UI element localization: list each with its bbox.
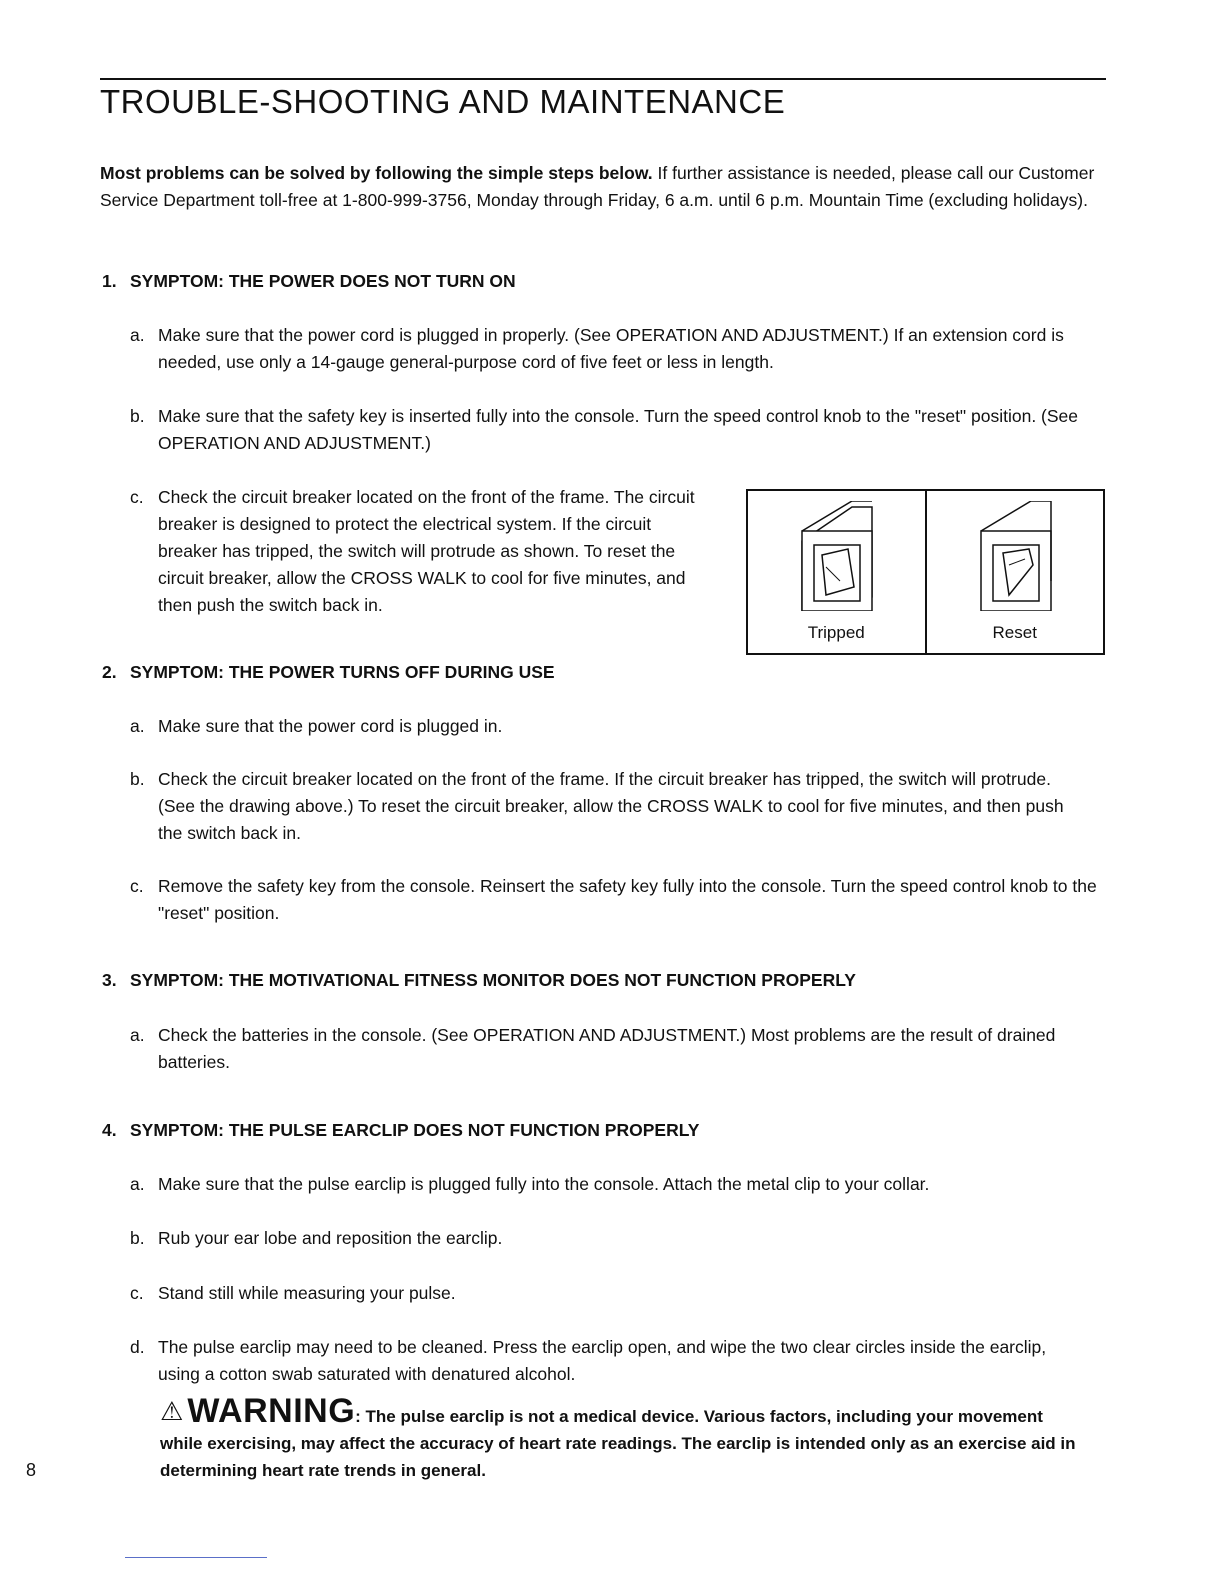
tripped-switch-icon xyxy=(796,501,876,611)
section-number: 1. xyxy=(102,271,117,291)
intro-bold: Most problems can be solved by following the simple steps below. xyxy=(100,163,653,183)
tripped-caption: Tripped xyxy=(807,623,865,642)
item-letter: b. xyxy=(130,769,145,789)
list-item xyxy=(130,322,1090,376)
intro-paragraph xyxy=(100,160,1110,214)
item-text: Make sure that the safety key is inserted fully into the console. Turn the speed control knob to the "reset" position. (See OPERATION AND ADJUSTMENT.) xyxy=(158,406,1079,453)
item-text: Rub your ear lobe and reposition the earclip. xyxy=(158,1228,503,1248)
item-text: Make sure that the pulse earclip is plugged fully into the console. Attach the metal clip to your collar. xyxy=(158,1174,930,1194)
item-letter: d. xyxy=(130,1337,145,1357)
page-number: 8 xyxy=(26,1460,37,1480)
item-text: Check the circuit breaker located on the front of the frame. If the circuit breaker has tripped, the switch will protrude. (See the drawing above.) To reset the circuit breaker, allow the CROSS WALK to cool for five minutes, and then push the switch back in. xyxy=(158,769,1064,843)
list-item xyxy=(130,1171,1090,1198)
list-item xyxy=(130,1280,1090,1307)
list-item xyxy=(130,1225,1090,1252)
circuit-breaker-figure xyxy=(746,489,1105,655)
page-title: TROUBLE-SHOOTING AND MAINTENANCE xyxy=(100,83,786,120)
list-item xyxy=(130,713,1090,740)
section-title: SYMPTOM: THE POWER TURNS OFF DURING USE xyxy=(130,662,555,682)
reset-switch-icon xyxy=(975,501,1055,611)
item-text: Remove the safety key from the console. Reinsert the safety key fully into the console. Turn the speed control knob to the "reset" position. xyxy=(158,876,1097,923)
reset-caption: Reset xyxy=(992,623,1037,642)
section-number: 3. xyxy=(102,970,117,990)
reset-panel xyxy=(927,491,1104,653)
intro-text: If further assistance is needed, please call our Customer Service Department toll-free at 1-800-999-3756, Monday through Friday, 6 a.m. until 6 p.m. Mountain Time (excluding holidays). xyxy=(100,163,1095,210)
section-number: 4. xyxy=(102,1120,117,1140)
item-text: Check the batteries in the console. (See OPERATION AND ADJUSTMENT.) Most problems are the result of drained batteries. xyxy=(158,1025,1056,1072)
section-title: SYMPTOM: THE POWER DOES NOT TURN ON xyxy=(130,271,516,291)
list-item xyxy=(130,1334,1090,1388)
item-text: Check the circuit breaker located on the front of the frame. The circuit breaker is designed to protect the electrical system. If the circuit breaker has tripped, the switch will protrude as shown. To reset the circuit breaker, allow the CROSS WALK to cool for five minutes, and then push the switch back in. xyxy=(158,487,695,615)
item-letter: c. xyxy=(130,487,144,507)
title-rule xyxy=(100,78,1106,80)
list-item xyxy=(130,484,696,619)
tripped-panel xyxy=(748,491,927,653)
list-item xyxy=(130,766,1090,847)
item-text: Stand still while measuring your pulse. xyxy=(158,1283,456,1303)
list-item xyxy=(130,873,1110,927)
section-2-heading xyxy=(102,660,555,684)
item-letter: a. xyxy=(130,716,145,736)
warning-notice xyxy=(160,1392,1080,1484)
item-letter: c. xyxy=(130,1283,144,1303)
item-text: The pulse earclip may need to be cleaned. Press the earclip open, and wipe the two clear circles inside the earclip, using a cotton swab saturated with denatured alcohol. xyxy=(158,1337,1047,1384)
item-letter: b. xyxy=(130,1228,145,1248)
section-1-heading xyxy=(102,269,516,293)
item-letter: c. xyxy=(130,876,144,896)
list-item xyxy=(130,1022,1090,1076)
section-title: SYMPTOM: THE PULSE EARCLIP DOES NOT FUNCTION PROPERLY xyxy=(130,1120,700,1140)
item-text: Make sure that the power cord is plugged in properly. (See OPERATION AND ADJUSTMENT.) If an extension cord is needed, use only a 14-gauge general-purpose cord of five feet or less in length. xyxy=(158,325,1064,372)
item-letter: a. xyxy=(130,325,145,345)
item-letter: a. xyxy=(130,1174,145,1194)
item-letter: b. xyxy=(130,406,145,426)
section-number: 2. xyxy=(102,662,117,682)
warning-text: : The pulse earclip is not a medical device. Various factors, including your movement while exercising, may affect the accuracy of heart rate readings. The earclip is intended only as an exercise aid in determining heart rate trends in general. xyxy=(160,1407,1076,1480)
warning-icon: ⚠ xyxy=(160,1396,184,1426)
section-title: SYMPTOM: THE MOTIVATIONAL FITNESS MONITOR DOES NOT FUNCTION PROPERLY xyxy=(130,970,856,990)
list-item xyxy=(130,403,1090,457)
item-letter: a. xyxy=(130,1025,145,1045)
item-text: Make sure that the power cord is plugged in. xyxy=(158,716,503,736)
section-4-heading xyxy=(102,1118,699,1142)
warning-label: WARNING xyxy=(187,1392,356,1430)
section-3-heading xyxy=(102,968,856,992)
bottom-rule xyxy=(125,1557,267,1558)
